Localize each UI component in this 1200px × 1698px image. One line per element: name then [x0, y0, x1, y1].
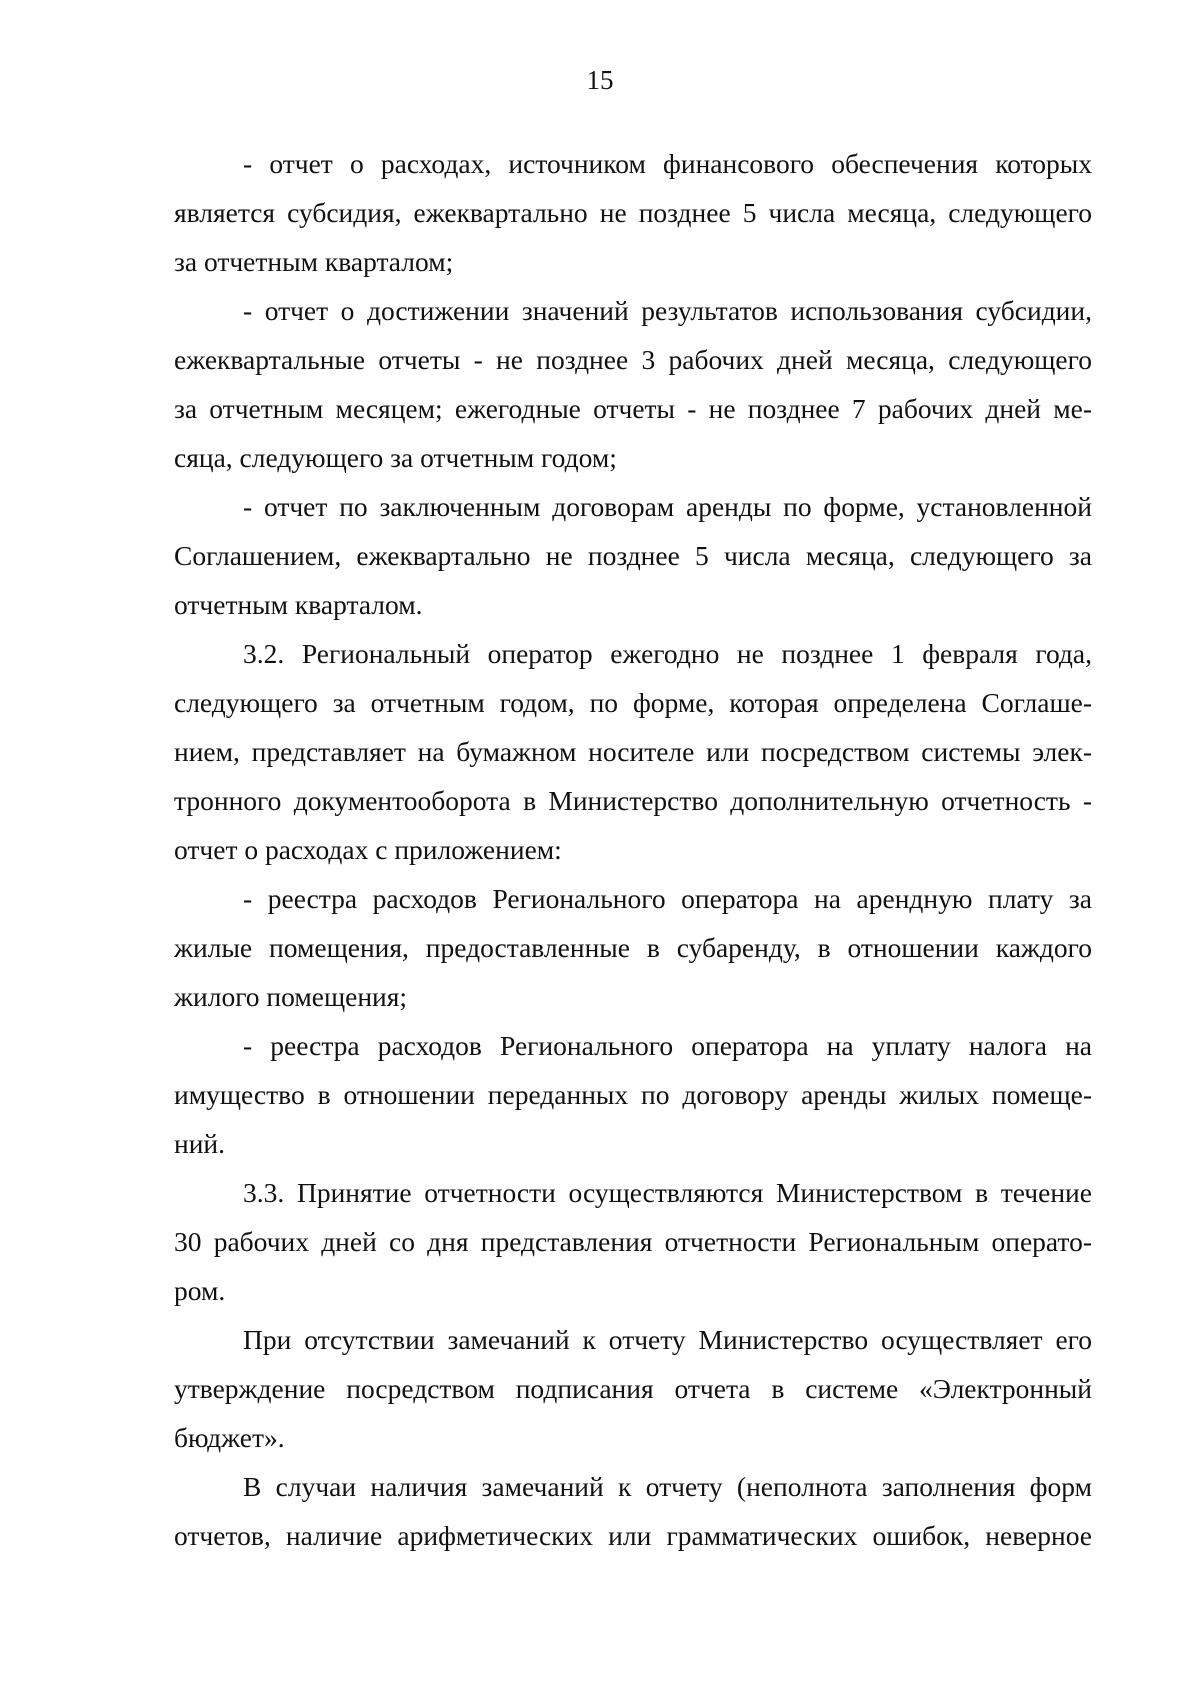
text-line: 30 рабочих дней со дня представления отчетности Региональным операто-: [174, 1226, 1092, 1257]
text-line: ром.: [174, 1275, 226, 1306]
text-line: нием, представляет на бумажном носителе или посредством системы элек-: [174, 736, 1092, 767]
text-line: 3.2. Региональный оператор ежегодно не позднее 1 февраля года,: [243, 638, 1092, 669]
text-line: жилого помещения;: [174, 981, 408, 1012]
text-line: бюджет».: [174, 1422, 285, 1453]
text-line: отчетным кварталом.: [174, 589, 423, 620]
text-line: сяца, следующего за отчетным годом;: [174, 442, 617, 473]
text-line: ежеквартальные отчеты - не позднее 3 рабочих дней месяца, следующего: [174, 344, 1092, 375]
text-line: жилые помещения, предоставленные в субаренду, в отношении каждого: [174, 932, 1092, 963]
text-line: за отчетным кварталом;: [174, 246, 454, 277]
text-line: отчет о расходах с приложением:: [174, 834, 562, 865]
text-line: имущество в отношении переданных по договору аренды жилых помеще-: [174, 1079, 1092, 1110]
text-line: за отчетным месяцем; ежегодные отчеты - не позднее 7 рабочих дней ме-: [174, 393, 1092, 424]
document-body: [174, 139, 1092, 1560]
text-line: отчетов, наличие арифметических или грамматических ошибок, неверное: [174, 1520, 1092, 1551]
text-line: - отчет о достижении значений результатов использования субсидии,: [243, 295, 1092, 326]
text-line: ний.: [174, 1128, 226, 1159]
text-line: - отчет о расходах, источником финансового обеспечения которых: [243, 148, 1092, 179]
text-line: - реестра расходов Регионального оператора на арендную плату за: [243, 883, 1092, 914]
text-line: тронного документооборота в Министерство дополнительную отчетность -: [174, 785, 1092, 816]
text-line: В случаи наличия замечаний к отчету (неполнота заполнения форм: [243, 1471, 1092, 1502]
text-line: 3.3. Принятие отчетности осуществляются Министерством в течение: [243, 1177, 1092, 1208]
text-line: При отсутствии замечаний к отчету Министерство осуществляет его: [243, 1324, 1092, 1355]
text-line: - реестра расходов Регионального оператора на уплату налога на: [243, 1030, 1092, 1061]
text-line: Соглашением, ежеквартально не позднее 5 числа месяца, следующего за: [174, 540, 1092, 571]
page-number: 15: [586, 65, 614, 95]
text-line: следующего за отчетным годом, по форме, которая определена Соглаше-: [174, 687, 1092, 718]
text-line: утверждение посредством подписания отчета в системе «Электронный: [174, 1373, 1092, 1404]
text-line: - отчет по заключенным договорам аренды по форме, установленной: [243, 491, 1092, 522]
text-line: является субсидия, ежеквартально не позднее 5 числа месяца, следующего: [174, 197, 1092, 228]
